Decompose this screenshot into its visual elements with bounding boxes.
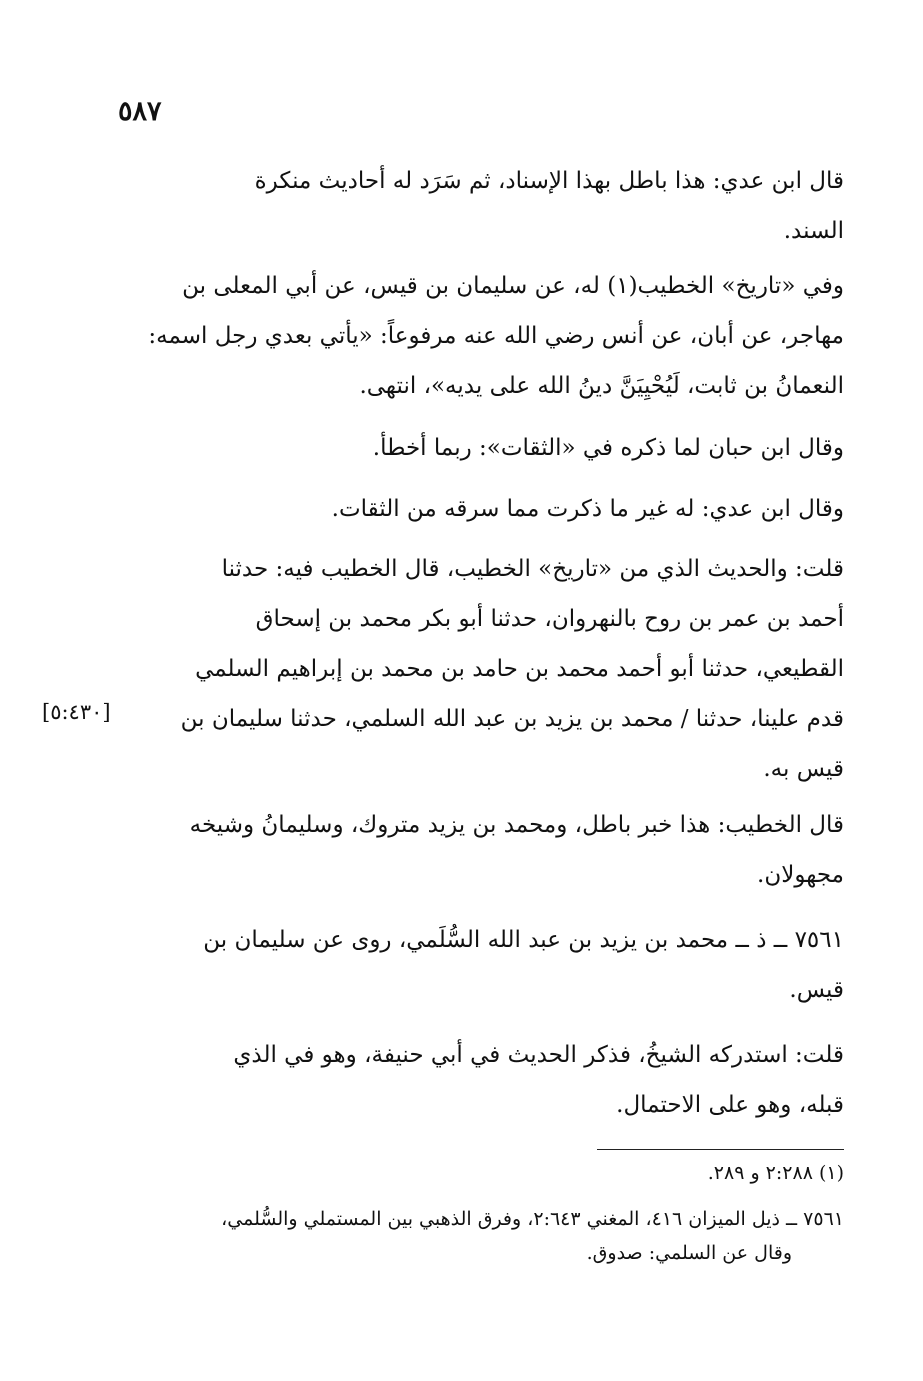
- text-line: القطيعي، حدثنا أبو أحمد محمد بن حامد بن محمد بن إبراهيم السلمي: [195, 656, 844, 682]
- paragraph-8: [116, 1030, 844, 1130]
- text-line: قال ابن عدي: هذا باطل بهذا الإسناد، ثم سَرَد له أحاديث منكرة: [254, 168, 844, 194]
- footnote-line: ٧٥٦١ ــ ذيل الميزان ٤١٦، المغني ٢:٦٤٣، وفرق الذهبي بين المستملي والسُّلمي،: [221, 1208, 844, 1230]
- paragraph-1: [116, 156, 844, 256]
- footnote-7561: [116, 1202, 844, 1270]
- text-line: قدم علينا، حدثنا / محمد بن يزيد بن عبد الله السلمي، حدثنا سليمان بن: [180, 706, 844, 732]
- text-line: قبله، وهو على الاحتمال.: [616, 1092, 844, 1118]
- text-line: مجهولان.: [757, 862, 844, 888]
- text-line: مهاجر، عن أبان، عن أنس رضي الله عنه مرفوعاً: «يأتي بعدي رجل اسمه:: [148, 323, 844, 349]
- text-line: وفي «تاريخ» الخطيب(١) له، عن سليمان بن قيس، عن أبي المعلى بن: [182, 273, 844, 299]
- text-line: ٧٥٦١ ــ ذ ــ محمد بن يزيد بن عبد الله السُّلَمي، روى عن سليمان بن: [203, 927, 844, 953]
- entry-7561: [116, 915, 844, 1015]
- footnote-1: (١) ٢:٢٨٨ و ٢٨٩.: [707, 1162, 844, 1184]
- footnote-divider: [597, 1149, 844, 1150]
- paragraph-4: [116, 484, 844, 534]
- paragraph-3: [116, 423, 844, 473]
- text-line: أحمد بن عمر بن روح بالنهروان، حدثنا أبو بكر محمد بن إسحاق: [255, 606, 844, 632]
- text-line: قيس به.: [763, 756, 844, 782]
- text-line: وقال ابن عدي: له غير ما ذكرت مما سرقه من الثقات.: [331, 496, 844, 522]
- text-line: النعمانُ بن ثابت، لَيُحْيِيَنَّ دينُ الله على يديه»، انتهى.: [359, 373, 844, 399]
- paragraph-5: [116, 544, 844, 794]
- page-number: ٥٨٧: [118, 96, 162, 127]
- text-line: وقال ابن حبان لما ذكره في «الثقات»: ربما أخطأ.: [372, 435, 844, 461]
- text-line: قلت: والحديث الذي من «تاريخ» الخطيب، قال الخطيب فيه: حدثنا: [221, 556, 844, 582]
- margin-reference: [٥:٤٣٠]: [42, 700, 111, 724]
- paragraph-6: [116, 800, 844, 900]
- text-line: قلت: استدركه الشيخُ، فذكر الحديث في أبي حنيفة، وهو في الذي: [233, 1042, 844, 1068]
- text-line: قيس.: [789, 977, 844, 1003]
- text-line: السند.: [783, 218, 844, 244]
- text-line: قال الخطيب: هذا خبر باطل، ومحمد بن يزيد متروك، وسليمانُ وشيخه: [189, 812, 844, 838]
- footnote-line: وقال عن السلمي: صدوق.: [586, 1242, 792, 1264]
- paragraph-2: [116, 261, 844, 411]
